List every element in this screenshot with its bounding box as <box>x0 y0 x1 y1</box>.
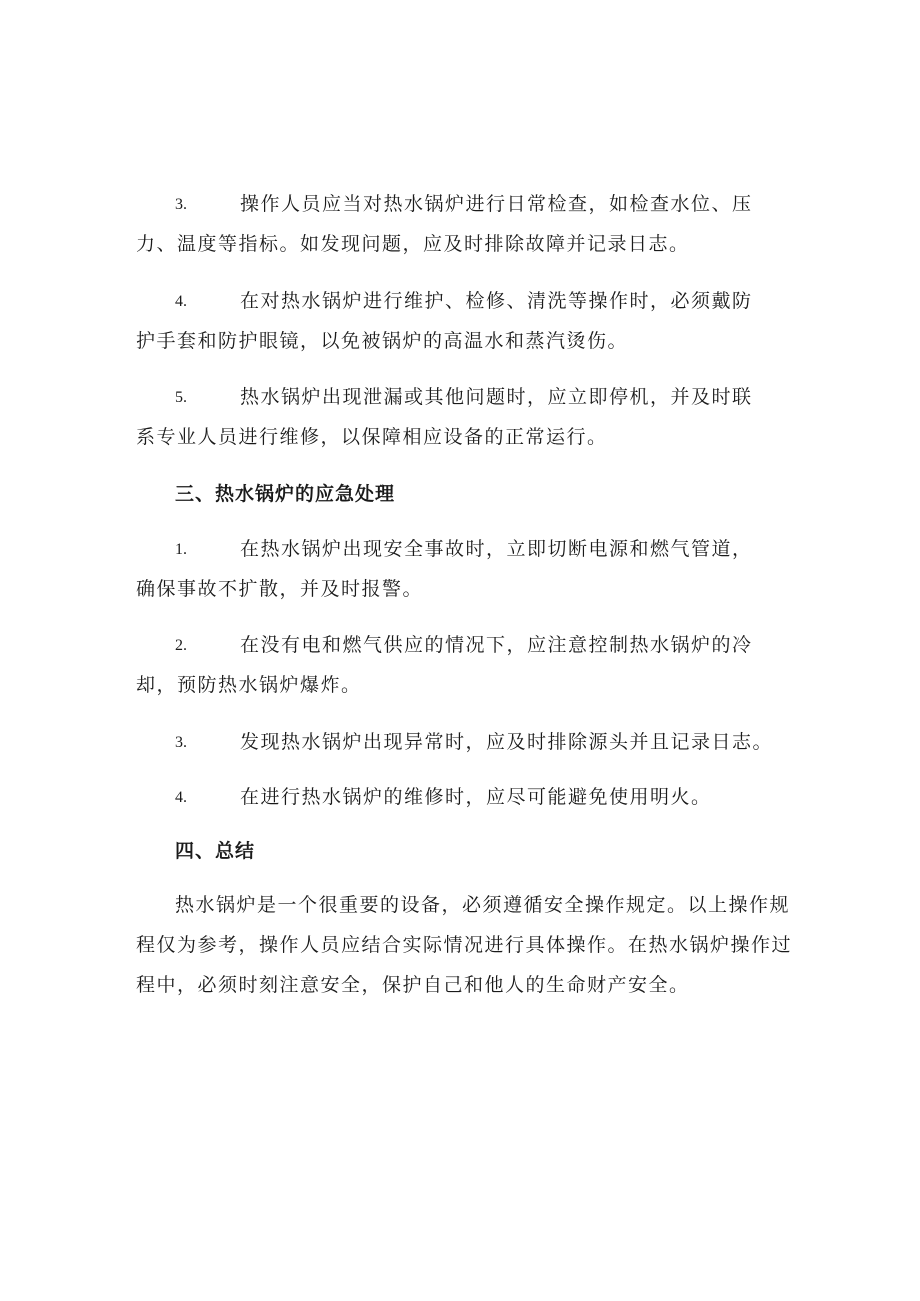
item-text-line: 护手套和防护眼镜，以免被锅炉的高温水和蒸汽烫伤。 <box>136 330 629 352</box>
item-number: 1. <box>175 541 187 558</box>
item-number: 5. <box>175 389 187 406</box>
item-number: 3. <box>175 734 187 751</box>
item-text-line: 却，预防热水锅炉爆炸。 <box>136 674 362 696</box>
item-number: 3. <box>175 196 187 213</box>
item-text-line: 系专业人员进行维修，以保障相应设备的正常运行。 <box>136 426 608 448</box>
paragraph-line: 程中，必须时刻注意安全，保护自己和他人的生命财产安全。 <box>136 974 690 996</box>
item-text-line: 在没有电和燃气供应的情况下，应注意控制热水锅炉的冷 <box>240 634 753 656</box>
paragraph-line: 程仅为参考，操作人员应结合实际情况进行具体操作。在热水锅炉操作过 <box>136 934 793 956</box>
paragraph-line: 热水锅炉是一个很重要的设备，必须遵循安全操作规定。以上操作规 <box>175 894 791 916</box>
section-heading: 三、热水锅炉的应急处理 <box>175 483 396 505</box>
item-number: 4. <box>175 293 187 310</box>
item-number: 4. <box>175 789 187 806</box>
item-text-line: 操作人员应当对热水锅炉进行日常检查，如检查水位、压 <box>240 193 753 215</box>
item-text-line: 热水锅炉出现泄漏或其他问题时，应立即停机，并及时联 <box>240 386 753 408</box>
item-text-line: 确保事故不扩散，并及时报警。 <box>136 578 424 600</box>
item-text-line: 在进行热水锅炉的维修时，应尽可能避免使用明火。 <box>240 786 712 808</box>
item-text-line: 发现热水锅炉出现异常时，应及时排除源头并且记录日志。 <box>240 731 774 753</box>
item-text-line: 在热水锅炉出现安全事故时，立即切断电源和燃气管道， <box>240 538 753 560</box>
item-number: 2. <box>175 637 187 654</box>
item-text-line: 在对热水锅炉进行维护、检修、清洗等操作时，必须戴防 <box>240 290 753 312</box>
item-text-line: 力、温度等指标。如发现问题，应及时排除故障并记录日志。 <box>136 233 690 255</box>
section-heading: 四、总结 <box>175 840 256 862</box>
